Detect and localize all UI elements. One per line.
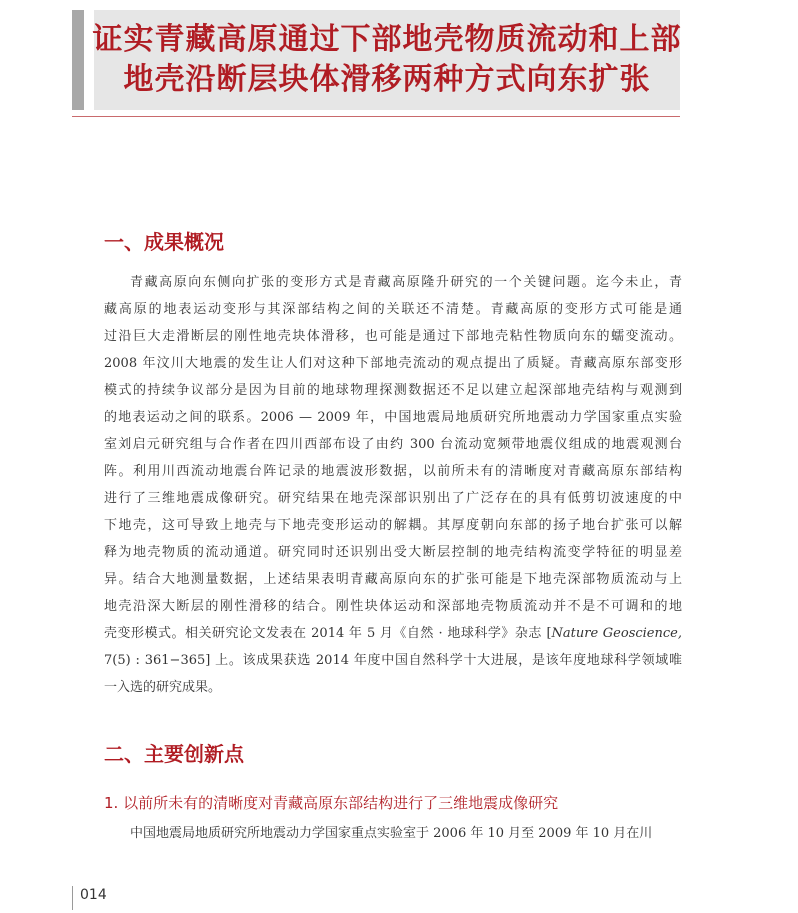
title-divider bbox=[72, 116, 680, 117]
paragraph-line: 异。结合大地测量数据，上述结果表明青藏高原向东的扩张可能是下地壳深部物质流动与上 bbox=[104, 572, 682, 587]
paragraph-line: 过沿巨大走滑断层的刚性地壳块体滑移，也可能是通过下部地壳粘性物质向东的蠕变流动。 bbox=[104, 329, 682, 344]
paragraph-line: 的地表运动之间的联系。2006 — 2009 年，中国地震局地质研究所地震动力学国家重点实验 bbox=[104, 410, 682, 425]
paragraph-line: 阵。利用川西流动地震台阵记录的地震波形数据，以前所未有的清晰度对青藏高原东部结构 bbox=[104, 464, 682, 479]
citation-text: 壳变形模式。相关研究论文发表在 2014 年 5 月《自然 · 地球科学》杂志 [ bbox=[104, 626, 552, 641]
paragraph-line: 下地壳，这可导致上地壳与下地壳变形运动的解耦。其厚度朝向东部的扬子地台扩张可以解 bbox=[104, 518, 682, 533]
paragraph-line: 地壳沿深大断层的刚性滑移的结合。刚性块体运动和深部地壳物质流动并不是不可调和的地 bbox=[104, 599, 682, 614]
journal-name: Nature Geoscience, bbox=[551, 626, 682, 641]
paragraph-line: 室刘启元研究组与合作者在四川西部布设了由约 300 台流动宽频带地震仪组成的地震观测台 bbox=[104, 437, 682, 452]
paragraph-line: 藏高原的地表运动变形与其深部结构之间的关联还不清楚。青藏高原的变形方式可能是通 bbox=[104, 302, 682, 317]
page-number: 014 bbox=[80, 887, 107, 903]
section-2-paragraph bbox=[104, 820, 682, 847]
title-box bbox=[94, 10, 680, 110]
title-line-2: 地壳沿断层块体滑移两种方式向东扩张 bbox=[123, 62, 651, 97]
paragraph-line: 一入选的研究成果。 bbox=[104, 680, 222, 695]
section-2-subheading-1: 1. 以前所未有的清晰度对青藏高原东部结构进行了三维地震成像研究 bbox=[104, 794, 559, 812]
section-2-heading: 二、主要创新点 bbox=[104, 742, 244, 766]
footer-bar bbox=[72, 886, 73, 910]
section-1-paragraph bbox=[104, 269, 682, 701]
paragraph-line: 中国地震局地质研究所地震动力学国家重点实验室于 2006 年 10 月至 2009 年 10 月在川 bbox=[130, 826, 653, 841]
paragraph-line: 释为地壳物质的流动通道。研究同时还识别出受大断层控制的地壳结构流变学特征的明显差 bbox=[104, 545, 682, 560]
section-1-heading: 一、成果概况 bbox=[104, 230, 224, 254]
paragraph-line: 模式的持续争议部分是因为目前的地球物理探测数据还不足以建立起深部地壳结构与观测到 bbox=[104, 383, 682, 398]
paragraph-line-with-citation bbox=[104, 620, 682, 647]
paragraph-line: 2008 年汶川大地震的发生让人们对这种下部地壳流动的观点提出了质疑。青藏高原东部变形 bbox=[104, 356, 682, 371]
paragraph-line: 进行了三维地震成像研究。研究结果在地壳深部识别出了广泛存在的具有低剪切波速度的中 bbox=[104, 491, 682, 506]
title-block bbox=[72, 10, 680, 110]
paragraph-line: 青藏高原向东侧向扩张的变形方式是青藏高原隆升研究的一个关键问题。迄今未止，青 bbox=[130, 275, 682, 290]
title-side-bar bbox=[72, 10, 84, 110]
paragraph-line: 7(5) : 361−365] 上。该成果获选 2014 年度中国自然科学十大进展，是该年度地球科学领域唯 bbox=[104, 653, 682, 668]
title-line-1: 证实青藏高原通过下部地壳物质流动和上部 bbox=[92, 22, 682, 57]
